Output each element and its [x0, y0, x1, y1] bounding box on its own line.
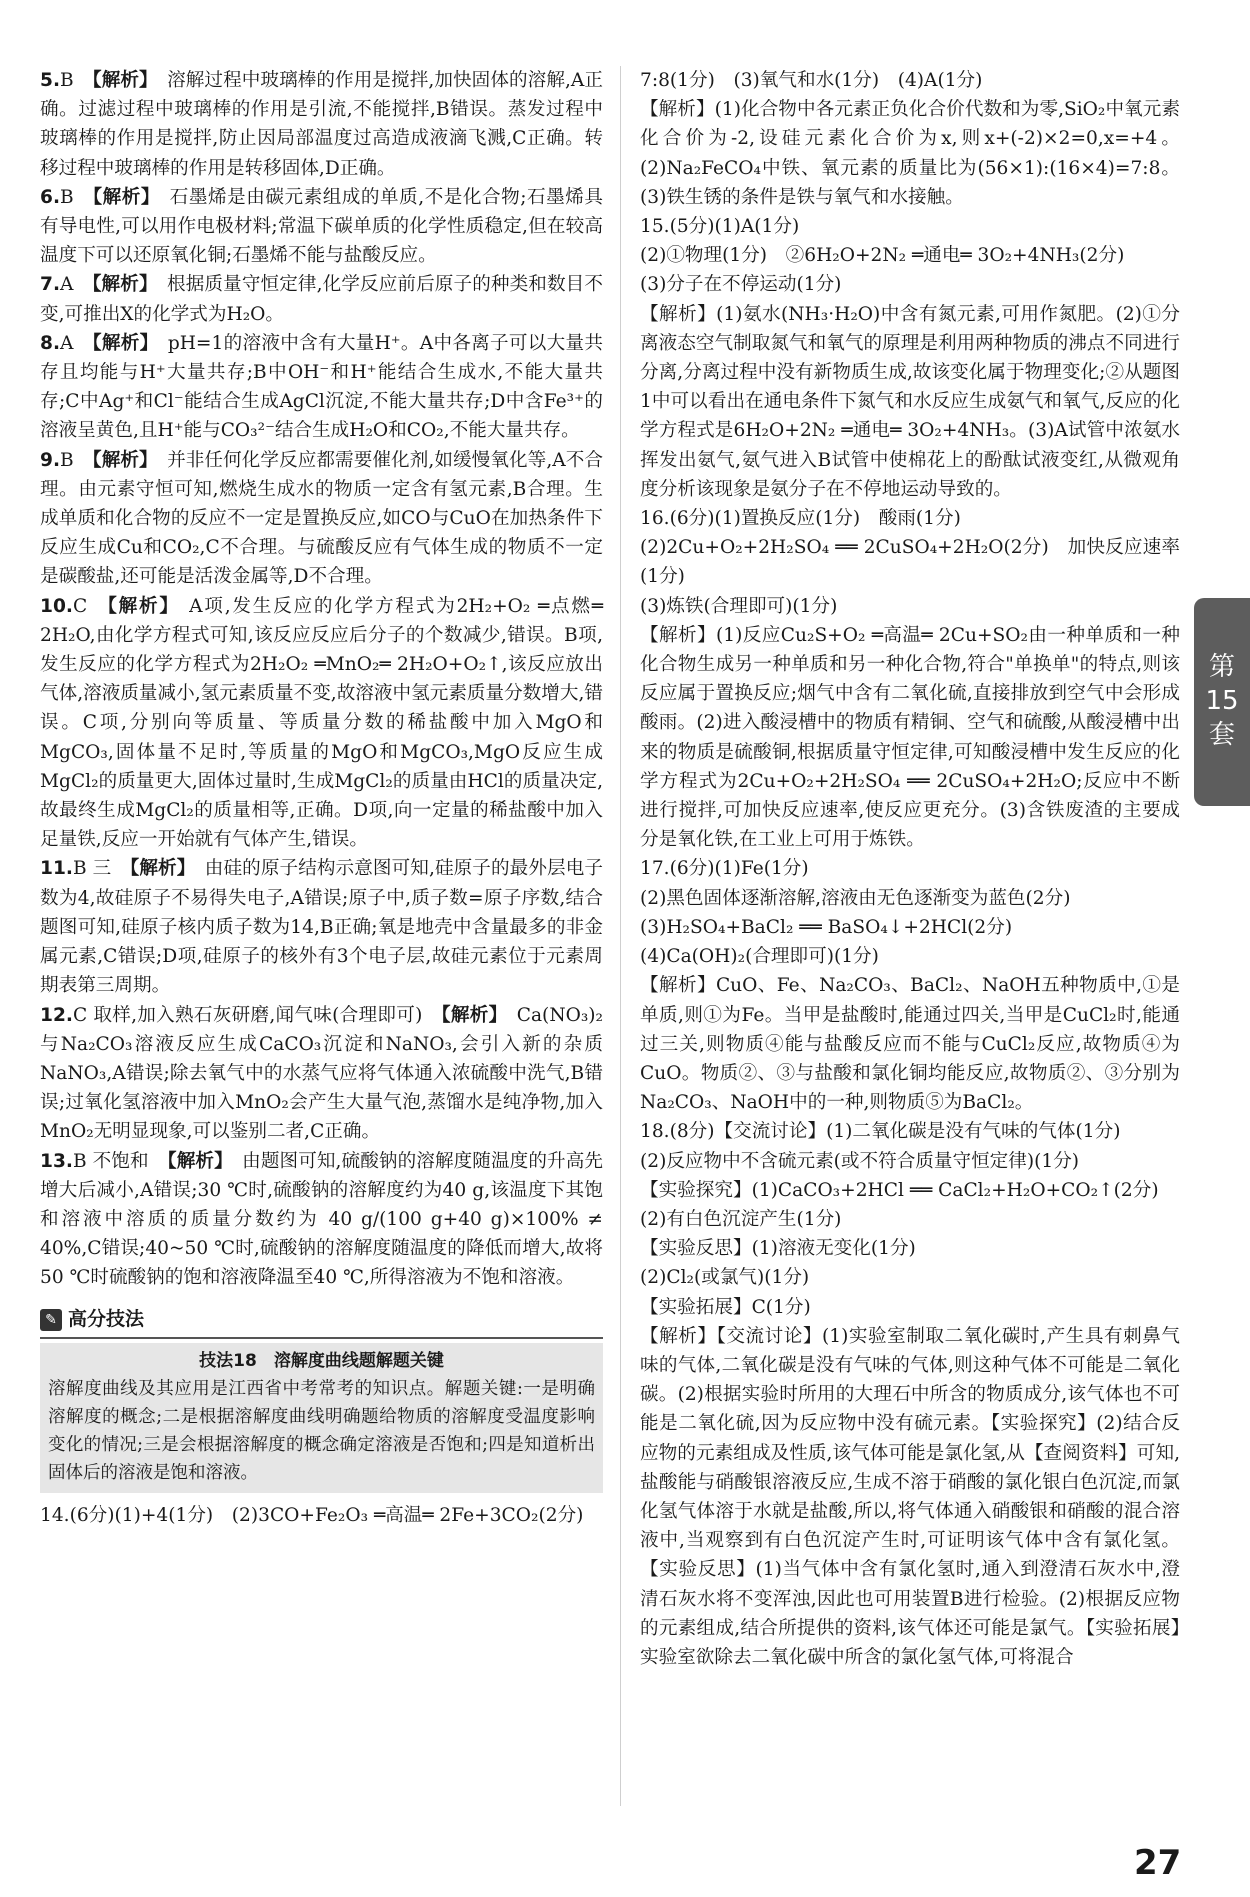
tip-icon: ✎	[40, 1309, 62, 1331]
answer-item	[40, 1001, 603, 1147]
answer-line: (4)Ca(OH)₂(合理即可)(1分)	[640, 946, 879, 968]
analysis-text: Ca(NO₃)₂与Na₂CO₃溶液反应生成CaCO₃沉淀和NaNO₃,会引入新的杂质NaNO₃,A错误;除去氧气中的水蒸气应将气体通入浓硫酸中洗气,B错误;过氧化氢溶液中加入MnO₂会产生大量气泡,蒸馏水是纯净物,加入MnO₂无明显现象,可以鉴别二者,C正确。	[40, 1004, 603, 1143]
answer-line: 【解析】(1)反应Cu₂S+O₂ ═高温═ 2Cu+SO₂由一种单质和一种化合物生成另一种单质和另一种化合物,符合"单换单"的特点,则该反应属于置换反应;烟气中含有二氧化硫,直接排放到空气中会形成酸雨。(2)进入酸浸槽中的物质有精铜、空气和硫酸,从酸浸槽中出来的物质是硫酸铜,根据质量守恒定律,可知酸浸槽中发生反应的化学方程式为2Cu+O₂+2H₂SO₄ ══ 2CuSO₄+2H₂O;反应中不断进行搅拌,可加快反应速率,使反应更充分。(3)含铁废渣的主要成分是氧化铁,在工业上可用于炼铁。	[640, 624, 1181, 851]
tip-title: 技法18 溶解度曲线题解题关键	[199, 1350, 444, 1371]
tip-header	[40, 1303, 603, 1339]
question-number: 13.	[40, 1150, 73, 1172]
answer-line: 16.(6分)(1)置换反应(1分) 酸雨(1分)	[640, 508, 961, 530]
answer-line: (3)炼铁(合理即可)(1分)	[640, 595, 838, 617]
answer-item	[40, 1147, 603, 1293]
answer-choice: B 不饱和	[72, 1150, 149, 1172]
column-divider	[620, 66, 621, 1806]
answer-line: 17.(6分)(1)Fe(1分)	[640, 858, 809, 880]
left-column	[40, 66, 603, 1530]
analysis-text: 由题图可知,硫酸钠的溶解度随温度的升高先增大后减小,A错误;30 ℃时,硫酸钠的溶解度约为40 g,该温度下其饱和溶液中溶质的质量分数约为 40 g/(100 g+40 g)×100% ≠ 40%,C错误;40~50 ℃时,硫酸钠的溶解度随温度的降低而增大,故将50 ℃时硫酸钠的饱和溶液降温至40 ℃,所得溶液为不饱和溶液。	[40, 1150, 603, 1289]
answer-item	[40, 66, 603, 183]
answer-line: 【解析】【交流讨论】(1)实验室制取二氧化碳时,产生具有刺鼻气味的气体,二氧化碳是没有气味的气体,则这种气体不可能是二氧化碳。(2)根据实验时所用的大理石中所含的物质成分,该气体也不可能是二氧化硫,因为反应物中没有硫元素。【实验探究】(2)结合反应物的元素组成及性质,该气体可能是氯化氢,从【查阅资料】可知,盐酸能与硝酸银溶液反应,生成不溶于硝酸的氯化银白色沉淀,而氯化氢气体溶于水就是盐酸,所以,将气体通入硝酸银和硝酸的混合溶液中,当观察到有白色沉淀产生时,可证明该气体中含有氯化氢。【实验反思】(1)当气体中含有氯化氢时,通入到澄清石灰水中,澄清石灰水将不变浑浊,因此也可用装置B进行检验。(2)根据反应物的元素组成,结合所提供的资料,该气体还可能是氯气。【实验拓展】实验室欲除去二氧化碳中所含的氯化氢气体,可将混合	[640, 1325, 1180, 1668]
answer-line: 15.(5分)(1)A(1分)	[640, 216, 800, 238]
analysis-tag: 【解析】	[96, 595, 180, 617]
question-number: 10.	[40, 595, 73, 617]
answer-line: (2)反应物中不含硫元素(或不符合质量守恒定律)(1分)	[640, 1150, 1080, 1172]
question-number: 5.	[40, 70, 61, 91]
answer-item	[40, 183, 603, 271]
answer-item	[40, 592, 603, 855]
set-number-tab	[1194, 598, 1250, 806]
question-number: 6.	[40, 186, 61, 208]
tab-line-2: 15	[1205, 686, 1239, 716]
analysis-text: 并非任何化学反应都需要催化剂,如缓慢氧化等,A不合理。由元素守恒可知,燃烧生成水的物质一定含有氢元素,B合理。生成单质和化合物的反应不一定是置换反应,如CO与CuO在加热条件下反应生成Cu和CO₂,C不合理。与硫酸反应有气体生成的物质不一定是碳酸盐,还可能是活泼金属等,D不合理。	[40, 449, 603, 588]
analysis-tag: 【解析】	[82, 274, 158, 296]
right-column	[640, 66, 1180, 1672]
tip-header-text: 高分技法	[68, 1307, 145, 1330]
analysis-text: pH=1的溶液中含有大量H⁺。A中各离子可以大量共存且均能与H⁺大量共存;B中OH⁻和H⁺能结合生成水,不能大量共存;C中Ag⁺和Cl⁻能结合生成AgCl沉淀,不能大量共存;D中含Fe³⁺的溶液呈黄色,且H⁺能与CO₃²⁻结合生成H₂O和CO₂,不能大量共存。	[40, 332, 603, 442]
answer-choice: C	[72, 595, 88, 617]
answer-choice: B	[60, 186, 74, 208]
analysis-tag: 【解析】	[157, 1150, 233, 1172]
answer-line: (3)分子在不停运动(1分)	[640, 274, 842, 296]
analysis-tag: 【解析】	[82, 70, 158, 91]
answer-line: 【实验拓展】C(1分)	[640, 1296, 811, 1318]
answer-choice: C 取样,加入熟石灰研磨,闻气味(合理即可)	[72, 1004, 423, 1026]
analysis-tag: 【解析】	[82, 332, 159, 354]
analysis-text: 溶解过程中玻璃棒的作用是搅拌,加快固体的溶解,A正确。过滤过程中玻璃棒的作用是引流,不能搅拌,B错误。蒸发过程中玻璃棒的作用是搅拌,防止因局部温度过高造成液滴飞溅,C正确。转移过程中玻璃棒的作用是转移固体,D正确。	[40, 70, 603, 179]
tip-box	[40, 1343, 603, 1493]
answer-line: 【实验探究】(1)CaCO₃+2HCl ══ CaCl₂+H₂O+CO₂↑(2分)	[640, 1179, 1159, 1201]
answer-item-14: 14.(6分)(1)+4(1分) (2)3CO+Fe₂O₃ ═高温═ 2Fe+3CO₂(2分)	[40, 1504, 584, 1526]
answer-item	[40, 329, 603, 446]
answer-line: 18.(8分)【交流讨论】(1)二氧化碳是没有气味的气体(1分)	[640, 1121, 1121, 1143]
analysis-text: 根据质量守恒定律,化学反应前后原子的种类和数目不变,可推出X的化学式为H₂O。	[40, 274, 603, 325]
tip-body: 溶解度曲线及其应用是江西省中考常考的知识点。解题关键:一是明确溶解度的概念;二是根据溶解度曲线明确题给物质的溶解度受温度影响变化的情况;三是会根据溶解度的概念确定溶液是否饱和;四是知道析出固体后的溶液是饱和溶液。	[48, 1378, 595, 1483]
page-number: 27	[1134, 1843, 1182, 1883]
question-number: 12.	[40, 1004, 73, 1026]
answer-choice: B 三	[72, 858, 112, 880]
analysis-text: A项,发生反应的化学方程式为2H₂+O₂ ═点燃═ 2H₂O,由化学方程式可知,该反应反应后分子的个数减少,错误。B项,发生反应的化学方程式为2H₂O₂ ═MnO₂═ 2H₂O+O₂↑,该反应放出气体,溶液质量减小,氢元素质量不变,故溶液中氢元素质量分数增大,错误。C项,分别向等质量、等质量分数的稀盐酸中加入MgO和MgCO₃,固体量不足时,等质量的MgO和MgCO₃,MgO反应生成MgCl₂的质量更大,固体过量时,生成MgCl₂的质量由HCl的质量决定,故最终生成MgCl₂的质量相等,正确。D项,向一定量的稀盐酸中加入足量铁,反应一开始就有气体产生,错误。	[40, 595, 603, 851]
answer-line: 【实验反思】(1)溶液无变化(1分)	[640, 1238, 916, 1260]
answer-line: 7:8(1分) (3)氧气和水(1分) (4)A(1分)	[640, 70, 983, 91]
tab-line-1: 第	[1208, 652, 1235, 682]
answer-line: (2)有白色沉淀产生(1分)	[640, 1208, 842, 1230]
answer-line: (2)黑色固体逐渐溶解,溶液由无色逐渐变为蓝色(2分)	[640, 887, 1071, 909]
answer-choice: B	[60, 70, 74, 91]
answer-line: (2)①物理(1分) ②6H₂O+2N₂ ═通电═ 3O₂+4NH₃(2分)	[640, 245, 1125, 267]
answer-line: (3)H₂SO₄+BaCl₂ ══ BaSO₄↓+2HCl(2分)	[640, 916, 1013, 938]
question-number: 9.	[40, 449, 61, 471]
analysis-tag: 【解析】	[82, 449, 158, 471]
question-number: 7.	[40, 274, 61, 296]
answer-line: (2)2Cu+O₂+2H₂SO₄ ══ 2CuSO₄+2H₂O(2分) 加快反应速率(1分)	[640, 537, 1180, 588]
analysis-tag: 【解析】	[431, 1004, 508, 1026]
analysis-tag: 【解析】	[120, 858, 196, 880]
question-number: 11.	[40, 858, 73, 880]
answer-item	[40, 446, 603, 592]
tab-line-3: 套	[1208, 720, 1235, 750]
answer-line: 【解析】(1)化合物中各元素正负化合价代数和为零,SiO₂中氧元素化合价为-2,设硅元素化合价为x,则x+(-2)×2=0,x=+4。(2)Na₂FeCO₄中铁、氧元素的质量比为(56×1):(16×4)=7:8。(3)铁生锈的条件是铁与氧气和水接触。	[640, 99, 1180, 208]
answer-line: (2)Cl₂(或氯气)(1分)	[640, 1267, 810, 1289]
answer-line: 【解析】(1)氨水(NH₃·H₂O)中含有氮元素,可用作氮肥。(2)①分离液态空气制取氮气和氧气的原理是利用两种物质的沸点不同进行分离,分离过程中没有新物质生成,故该变化属于物理变化;②从题图1中可以看出在通电条件下氮气和水反应生成氨气和氧气,反应的化学方程式是6H₂O+2N₂ ═通电═ 3O₂+4NH₃。(3)A试管中浓氨水挥发出氨气,氨气进入B试管中使棉花上的酚酞试液变红,从微观角度分析该现象是氨分子在不停地运动导致的。	[640, 303, 1180, 500]
answer-item	[40, 854, 603, 1000]
analysis-text: 由硅的原子结构示意图可知,硅原子的最外层电子数为4,故硅原子不易得失电子,A错误;原子中,质子数=原子序数,结合题图可知,硅原子核内质子数为14,B正确;氧是地壳中含量最多的非金属元素,C错误;D项,硅原子的核外有3个电子层,故硅元素位于元素周期表第三周期。	[40, 858, 603, 997]
question-number: 8.	[40, 332, 61, 354]
answer-choice: A	[60, 274, 74, 296]
answer-choice: A	[60, 332, 74, 354]
answer-item	[40, 270, 603, 328]
answer-line: 【解析】CuO、Fe、Na₂CO₃、BaCl₂、NaOH五种物质中,①是单质,则①为Fe。当甲是盐酸时,能通过四关,当甲是CuCl₂时,能通过三关,则物质④能与盐酸反应而不能与CuCl₂反应,故物质④为CuO。物质②、③与盐酸和氯化铜均能反应,故物质②、③分别为Na₂CO₃、NaOH中的一种,则物质⑤为BaCl₂。	[640, 975, 1180, 1114]
analysis-text: 石墨烯是由碳元素组成的单质,不是化合物;石墨烯具有导电性,可以用作电极材料;常温下碳单质的化学性质稳定,但在较高温度下可以还原氧化铜;石墨烯不能与盐酸反应。	[40, 186, 603, 267]
answer-choice: B	[60, 449, 74, 471]
analysis-tag: 【解析】	[82, 186, 160, 208]
